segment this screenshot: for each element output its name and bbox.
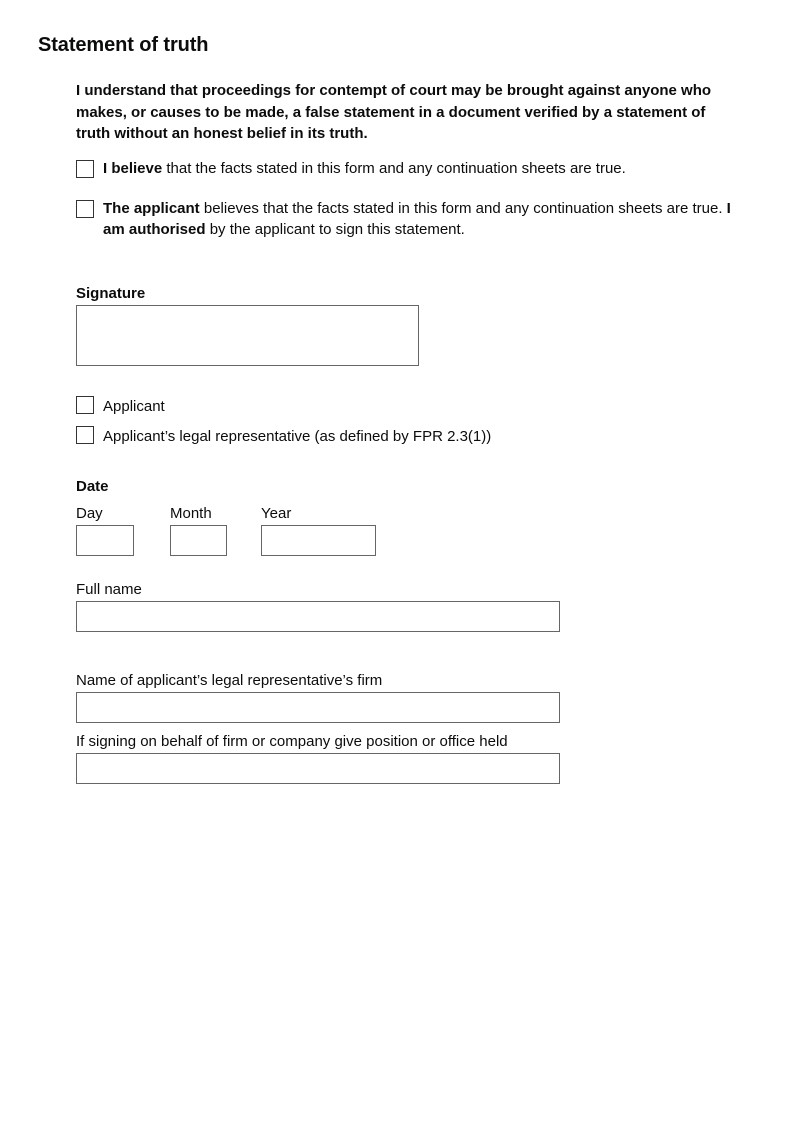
applicant-label-text-2: by the applicant to sign this statement. [205, 221, 465, 238]
applicant-role-checkbox[interactable] [76, 396, 94, 414]
applicant-believes-checkbox[interactable] [76, 200, 94, 218]
date-label: Date [76, 478, 109, 495]
position-label: If signing on behalf of firm or company give position or office held [76, 733, 508, 750]
firm-name-input[interactable] [76, 692, 560, 723]
day-input[interactable] [76, 525, 134, 556]
applicant-label-text-1: believes that the facts stated in this form and any continuation sheets are true. [199, 200, 727, 217]
year-input[interactable] [261, 525, 376, 556]
believe-label-bold: I believe [103, 160, 163, 177]
signature-field[interactable] [76, 305, 419, 366]
signature-label: Signature [76, 285, 146, 302]
year-label: Year [261, 505, 292, 522]
contempt-warning: I understand that proceedings for contempt of court may be brought against anyone who makes, or causes to be made, a false statement in a document verified by a statement of truth without an honest belief in its truth. [76, 82, 712, 142]
applicant-role-label: Applicant [103, 398, 165, 415]
page-title: Statement of truth [38, 34, 209, 56]
believe-label [103, 158, 743, 179]
firm-name-label: Name of applicant’s legal representative’s firm [76, 672, 383, 689]
position-input[interactable] [76, 753, 560, 784]
applicant-label-bold-2: I am authorised [103, 200, 731, 238]
legal-representative-role-label: Applicant’s legal representative (as defined by FPR 2.3(1)) [103, 428, 492, 445]
day-label: Day [76, 505, 103, 522]
applicant-believes-label [103, 198, 743, 240]
month-label: Month [170, 505, 212, 522]
believe-label-text: that the facts stated in this form and any continuation sheets are true. [162, 160, 626, 177]
full-name-input[interactable] [76, 601, 560, 632]
legal-representative-role-checkbox[interactable] [76, 426, 94, 444]
applicant-label-bold-1: The applicant [103, 200, 200, 217]
full-name-label: Full name [76, 581, 142, 598]
month-input[interactable] [170, 525, 227, 556]
believe-checkbox[interactable] [76, 160, 94, 178]
